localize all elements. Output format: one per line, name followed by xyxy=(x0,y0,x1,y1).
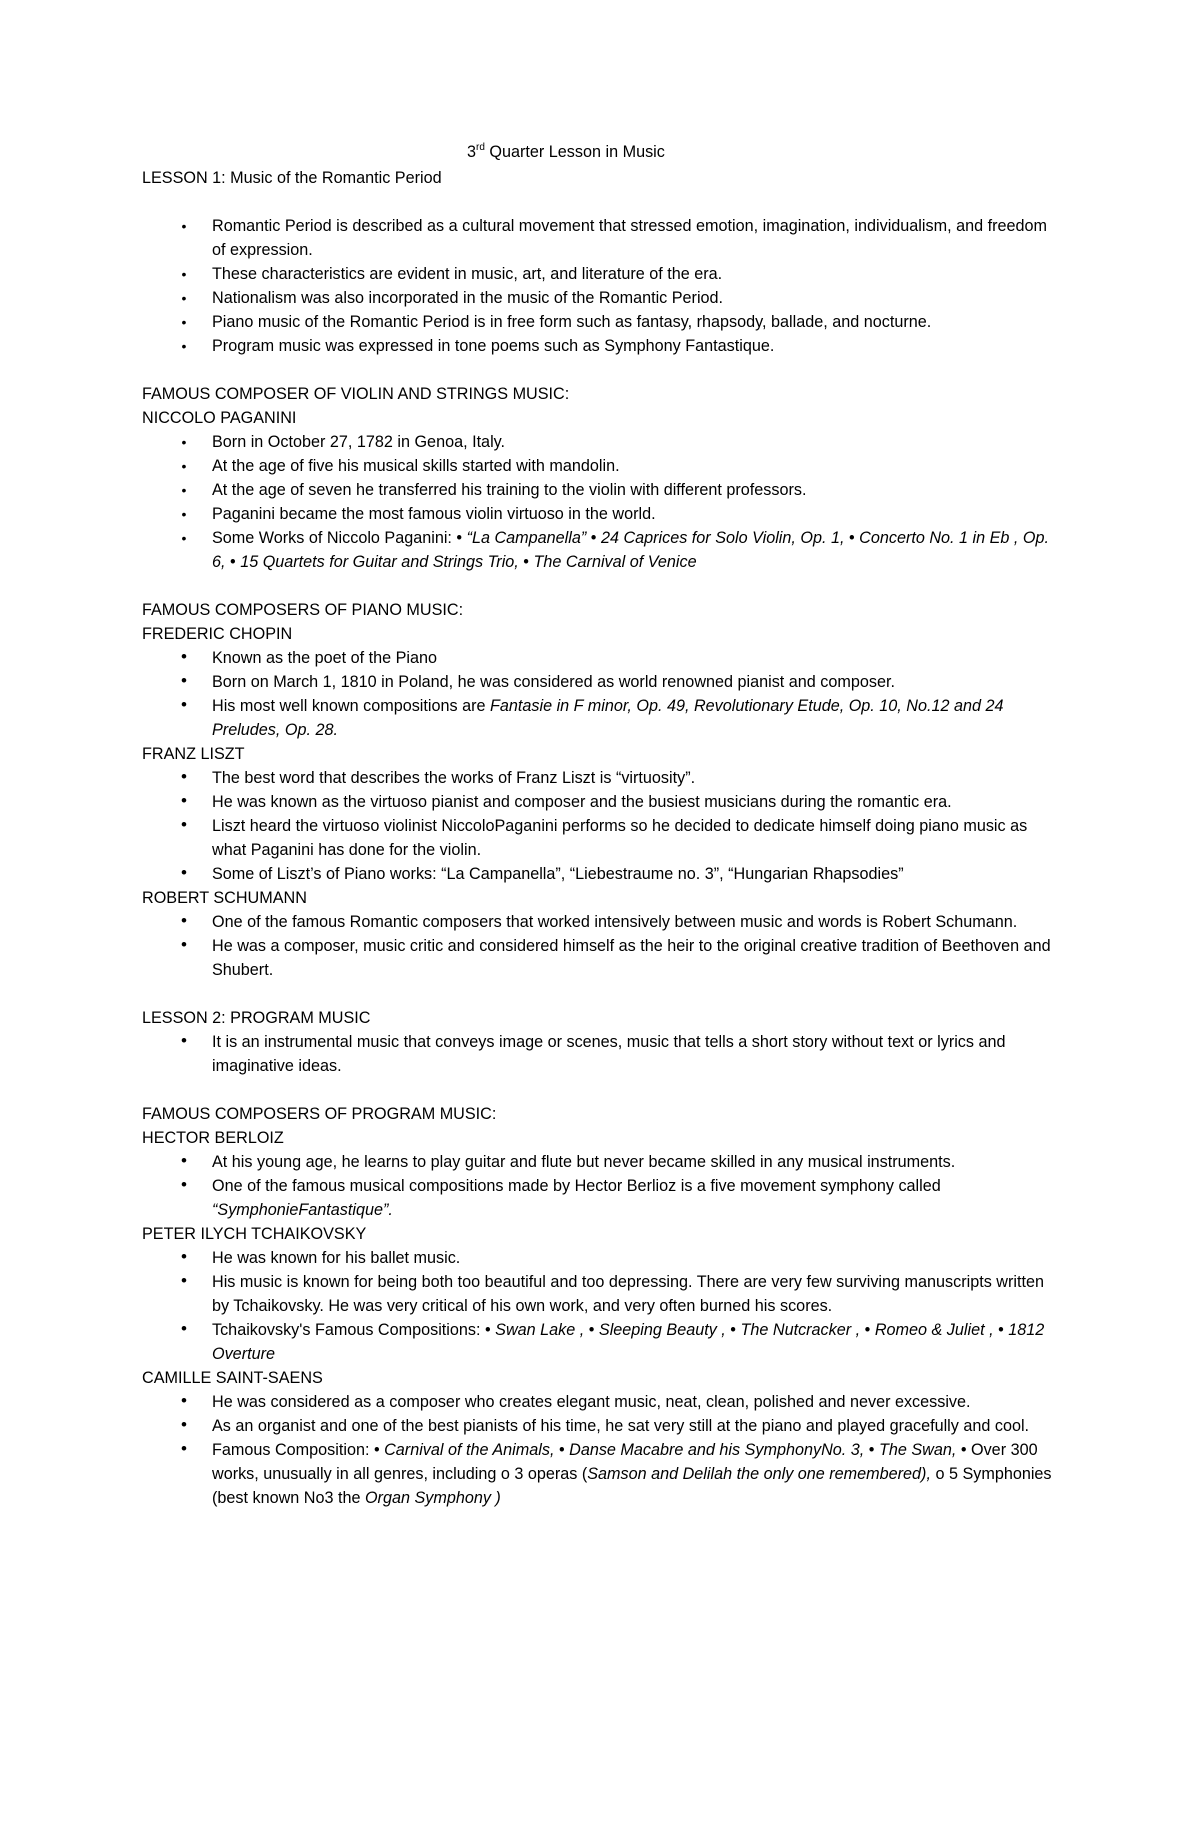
saint-saens-list xyxy=(142,1390,1062,1510)
list-item: • Paganini became the most famous violin virtuoso in the world. xyxy=(142,502,1062,526)
title-superscript: rd xyxy=(476,141,485,153)
list-item: • He was considered as a composer who creates elegant music, neat, clean, polished and never excessive. xyxy=(142,1390,1062,1414)
list-item: • Nationalism was also incorporated in the music of the Romantic Period. xyxy=(142,286,1062,310)
bullet-icon: • xyxy=(181,1439,187,1458)
bullet-icon: • xyxy=(181,530,187,546)
bullet-icon: • xyxy=(181,338,187,354)
title-rest: Quarter Lesson in Music xyxy=(484,143,665,161)
bullet-icon: • xyxy=(181,1175,187,1194)
list-item: • Known as the poet of the Piano xyxy=(142,646,1062,670)
list-item: • He was a composer, music critic and considered himself as the heir to the original creative tradition of Beethoven and Shubert. xyxy=(142,934,1062,982)
berlioz-list xyxy=(142,1150,1062,1222)
liszt-list xyxy=(142,766,1062,886)
paganini-list xyxy=(142,430,1062,574)
page-title xyxy=(467,140,665,164)
lesson1-heading: LESSON 1: Music of the Romantic Period xyxy=(142,169,442,187)
bullet-icon: • xyxy=(181,863,187,882)
list-item: • Born in October 27, 1782 in Genoa, Italy. xyxy=(142,430,1062,454)
bullet-icon: • xyxy=(181,482,187,498)
composer-name-chopin: FREDERIC CHOPIN xyxy=(142,625,293,643)
list-item: • Program music was expressed in tone poems such as Symphony Fantastique. xyxy=(142,334,1062,358)
list-item: • One of the famous musical compositions made by Hector Berlioz is a five movement symphony called “SymphonieFantastique”. xyxy=(142,1174,1062,1222)
list-item: • It is an instrumental music that conveys image or scenes, music that tells a short story without text or lyrics and imaginative ideas. xyxy=(142,1030,1062,1078)
bullet-icon: • xyxy=(181,1031,187,1050)
bullet-icon: • xyxy=(181,434,187,450)
bullet-icon: • xyxy=(181,1247,187,1266)
bullet-icon: • xyxy=(181,1415,187,1434)
bullet-icon: • xyxy=(181,458,187,474)
bullet-icon: • xyxy=(181,290,187,306)
bullet-icon: • xyxy=(181,911,187,930)
list-item: • He was known as the virtuoso pianist and composer and the busiest musicians during the romantic era. xyxy=(142,790,1062,814)
bullet-icon: • xyxy=(181,647,187,666)
list-item: • Piano music of the Romantic Period is in free form such as fantasy, rhapsody, ballade, and nocturne. xyxy=(142,310,1062,334)
lesson2-list xyxy=(142,1030,1062,1078)
bullet-icon: • xyxy=(181,506,187,522)
document-body xyxy=(142,166,1062,1510)
title-prefix: 3 xyxy=(467,143,477,161)
composer-name-schumann: ROBERT SCHUMANN xyxy=(142,889,307,907)
bullet-icon: • xyxy=(181,791,187,810)
list-item: • Liszt heard the virtuoso violinist NiccoloPaganini performs so he decided to dedicate himself doing piano music as what Paganini has done for the violin. xyxy=(142,814,1062,862)
list-item: • Romantic Period is described as a cultural movement that stressed emotion, imagination, individualism, and freedom of expression. xyxy=(142,214,1062,262)
bullet-icon: • xyxy=(181,218,187,234)
composer-name-berlioz: HECTOR BERLOIZ xyxy=(142,1129,284,1147)
list-item: • The best word that describes the works of Franz Liszt is “virtuosity”. xyxy=(142,766,1062,790)
list-item: • Tchaikovsky's Famous Compositions: • Swan Lake , • Sleeping Beauty , • The Nutcracker , • Romeo & Juliet , • 1812 Overture xyxy=(142,1318,1062,1366)
list-item: • One of the famous Romantic composers that worked intensively between music and words is Robert Schumann. xyxy=(142,910,1062,934)
bullet-icon: • xyxy=(181,695,187,714)
composer-name-liszt: FRANZ LISZT xyxy=(142,745,245,763)
lesson2-heading: LESSON 2: PROGRAM MUSIC xyxy=(142,1009,371,1027)
program-section-heading: FAMOUS COMPOSERS OF PROGRAM MUSIC: xyxy=(142,1105,497,1123)
bullet-icon: • xyxy=(181,1271,187,1290)
bullet-icon: • xyxy=(181,314,187,330)
list-item: • At the age of seven he transferred his training to the violin with different professors. xyxy=(142,478,1062,502)
composer-name-saint-saens: CAMILLE SAINT-SAENS xyxy=(142,1369,323,1387)
list-item: • Some of Liszt’s of Piano works: “La Campanella”, “Liebestraume no. 3”, “Hungarian Rhapsodies” xyxy=(142,862,1062,886)
piano-section-heading: FAMOUS COMPOSERS OF PIANO MUSIC: xyxy=(142,601,464,619)
tchaikovsky-list xyxy=(142,1246,1062,1366)
list-item: • His music is known for being both too beautiful and too depressing. There are very few surviving manuscripts written by Tchaikovsky. He was very critical of his own work, and very often burned his scores. xyxy=(142,1270,1062,1318)
bullet-icon: • xyxy=(181,935,187,954)
bullet-icon: • xyxy=(181,815,187,834)
lesson1-list xyxy=(142,214,1062,358)
bullet-icon: • xyxy=(181,767,187,786)
list-item: • At his young age, he learns to play guitar and flute but never became skilled in any musical instruments. xyxy=(142,1150,1062,1174)
composer-name-tchaikovsky: PETER ILYCH TCHAIKOVSKY xyxy=(142,1225,367,1243)
list-item: • Born on March 1, 1810 in Poland, he was considered as world renowned pianist and composer. xyxy=(142,670,1062,694)
bullet-icon: • xyxy=(181,1319,187,1338)
bullet-icon: • xyxy=(181,266,187,282)
list-item: • His most well known compositions are Fantasie in F minor, Op. 49, Revolutionary Etude, Op. 10, No.12 and 24 Preludes, Op. 28. xyxy=(142,694,1062,742)
list-item: • Famous Composition: • Carnival of the Animals, • Danse Macabre and his SymphonyNo. 3, • The Swan, • Over 300 works, unusually in all genres, including o 3 operas (Samson and Delilah the only one remembered), o 5 Symphonies (best known No3 the Organ Symphony ) xyxy=(142,1438,1062,1510)
list-item: • Some Works of Niccolo Paganini: • “La Campanella” • 24 Caprices for Solo Violin, Op. 1, • Concerto No. 1 in Eb , Op. 6, • 15 Quartets for Guitar and Strings Trio, • The Carnival of Venice xyxy=(142,526,1062,574)
chopin-list xyxy=(142,646,1062,742)
composer-name-paganini: NICCOLO PAGANINI xyxy=(142,409,297,427)
list-item: • He was known for his ballet music. xyxy=(142,1246,1062,1270)
list-item: • At the age of five his musical skills started with mandolin. xyxy=(142,454,1062,478)
violin-section-heading: FAMOUS COMPOSER OF VIOLIN AND STRINGS MUSIC: xyxy=(142,385,570,403)
bullet-icon: • xyxy=(181,1151,187,1170)
list-item: • As an organist and one of the best pianists of his time, he sat very still at the piano and played gracefully and cool. xyxy=(142,1414,1062,1438)
bullet-icon: • xyxy=(181,671,187,690)
bullet-icon: • xyxy=(181,1391,187,1410)
schumann-list xyxy=(142,910,1062,982)
list-item: • These characteristics are evident in music, art, and literature of the era. xyxy=(142,262,1062,286)
